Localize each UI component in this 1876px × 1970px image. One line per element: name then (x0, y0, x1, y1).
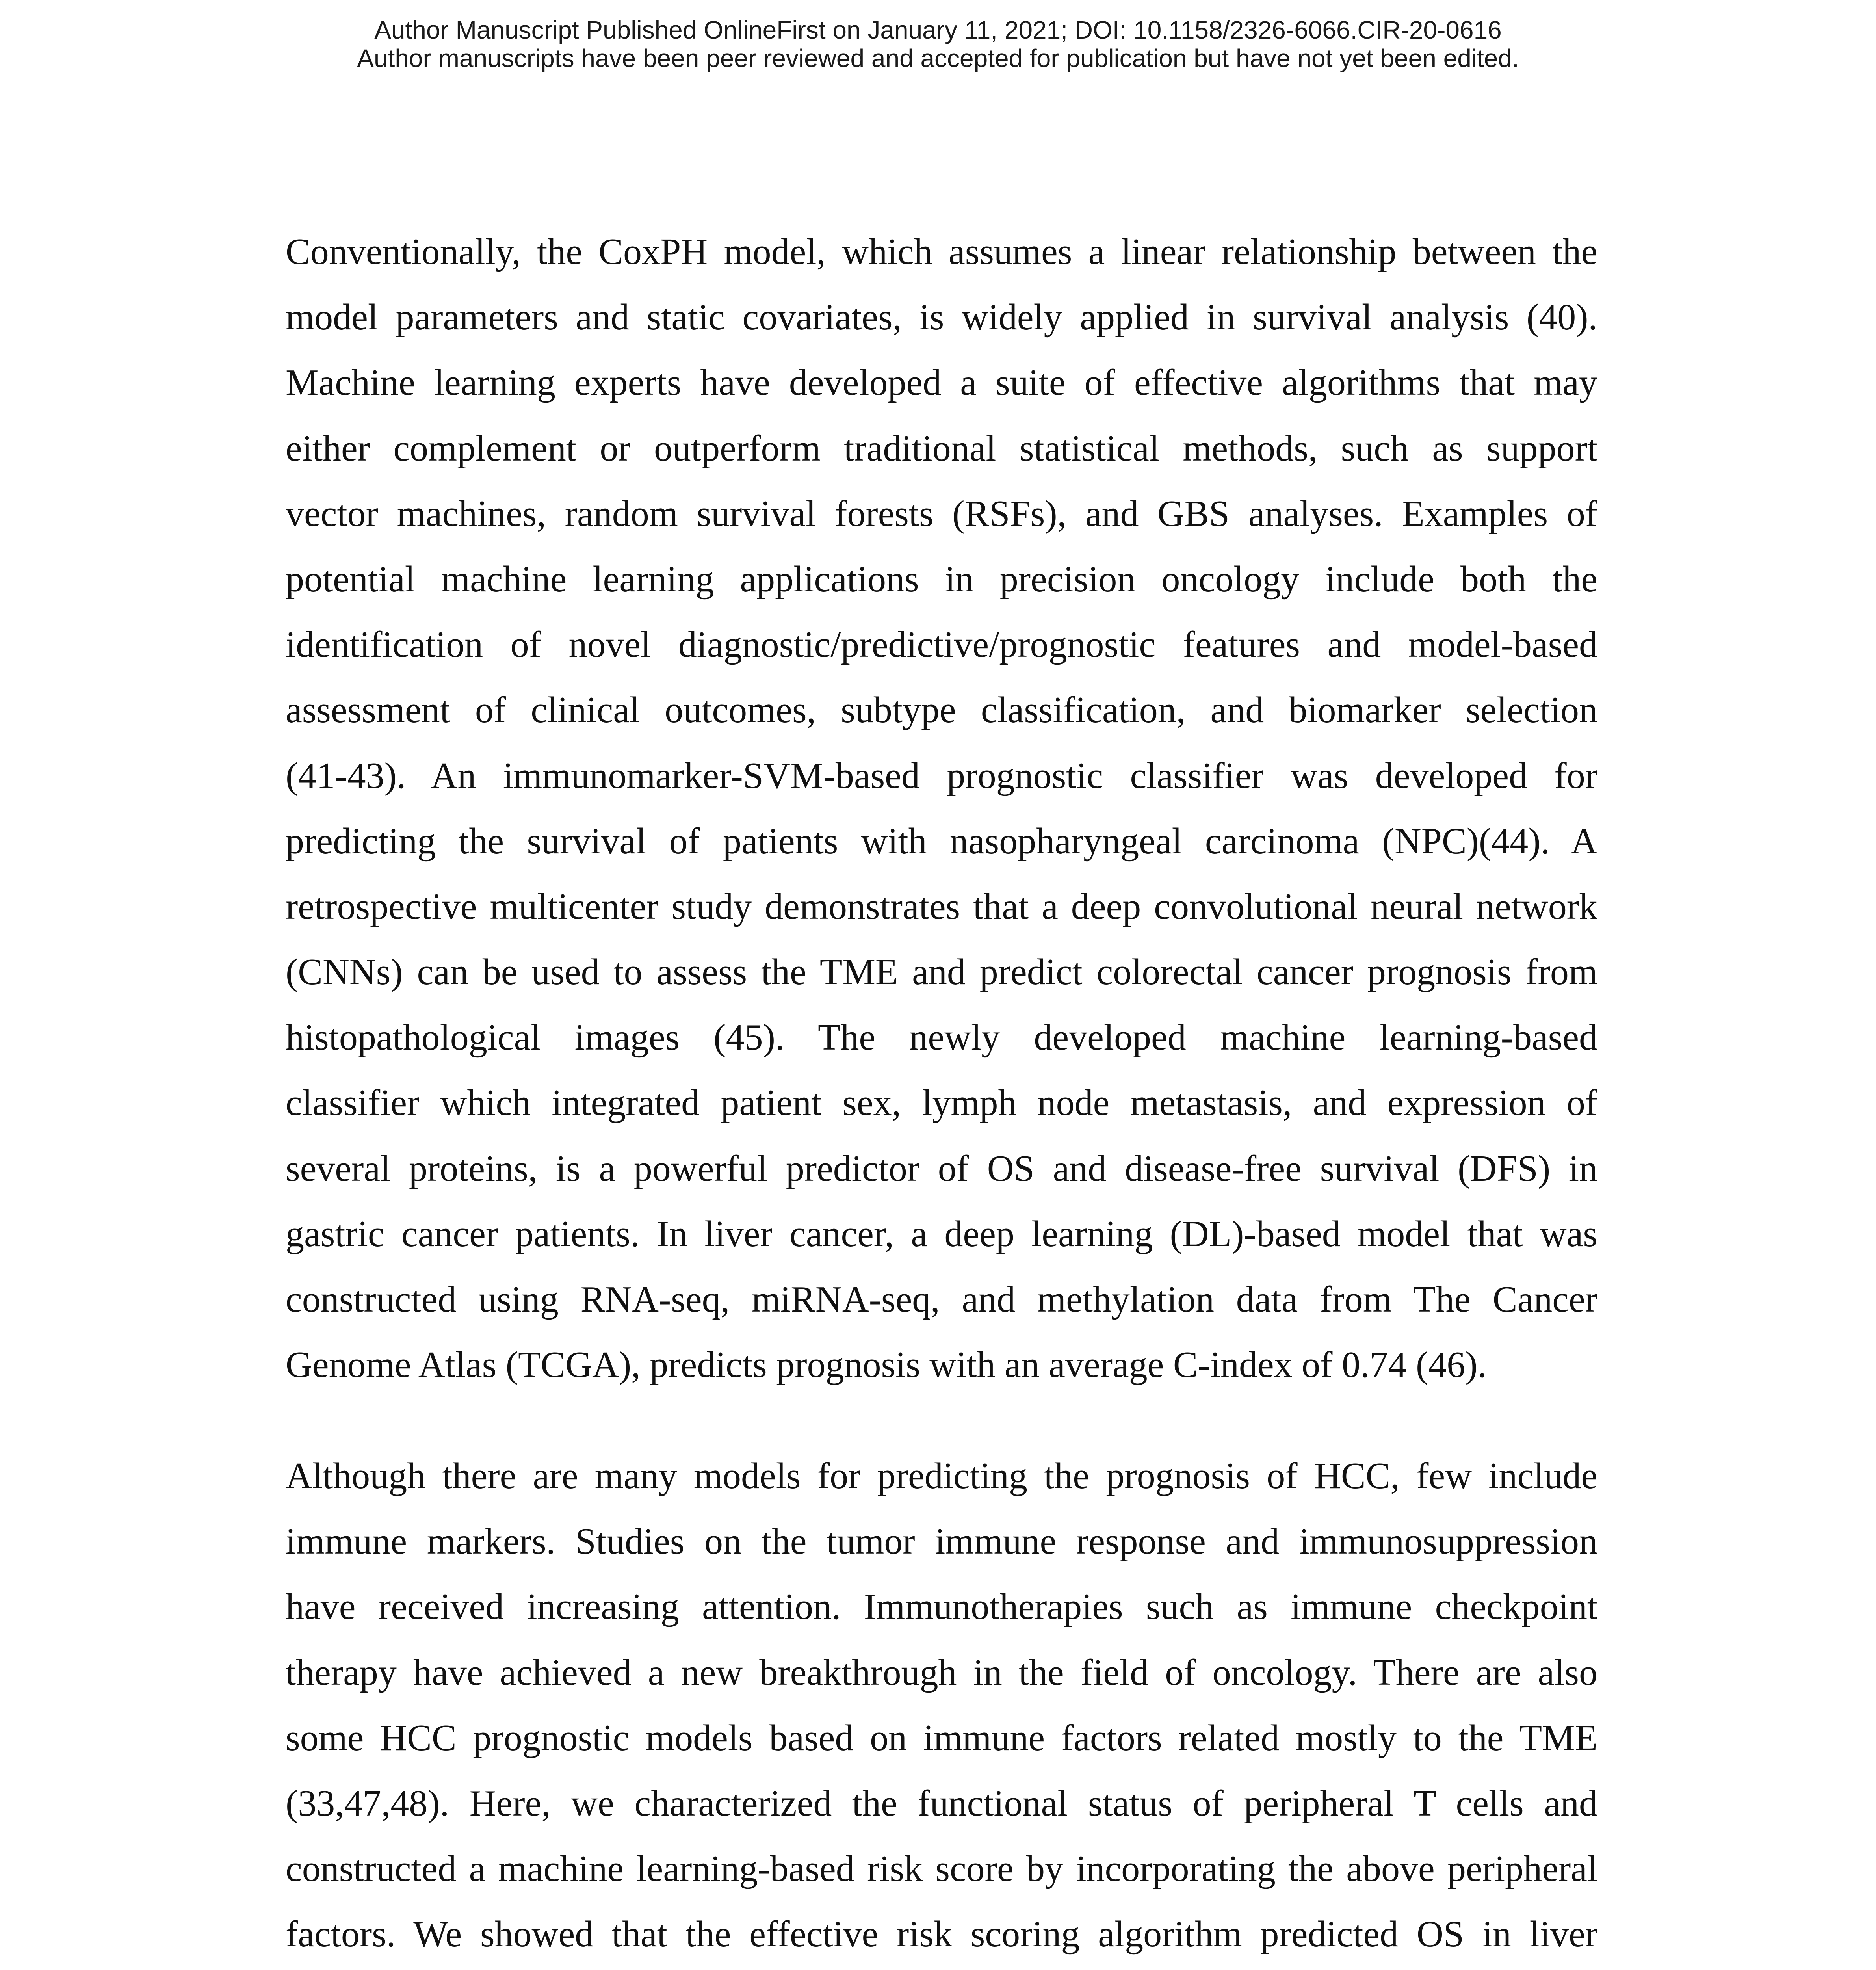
text-line: assessment of clinical outcomes, subtype classification, and biomarker selection (286, 690, 1597, 731)
text-line: (CNNs) can be used to assess the TME and predict colorectal cancer prognosis from (286, 952, 1597, 993)
body-paragraph-1 (286, 219, 1597, 1398)
text-line: constructed a machine learning-based risk score by incorporating the above peripheral (286, 1848, 1597, 1890)
text-line: identification of novel diagnostic/predictive/prognostic features and model-based (286, 624, 1597, 665)
text-line: factors. We showed that the effective risk scoring algorithm predicted OS in liver (286, 1914, 1597, 1955)
text-line: potential machine learning applications in precision oncology include both the (286, 558, 1597, 600)
text-line: constructed using RNA-seq, miRNA-seq, and methylation data from The Cancer (286, 1279, 1597, 1320)
text-line: several proteins, is a powerful predictor of OS and disease-free survival (DFS) in (286, 1148, 1597, 1189)
text-line: Genome Atlas (TCGA), predicts prognosis with an average C-index of 0.74 (46). (286, 1344, 1487, 1386)
text-line: classifier which integrated patient sex, lymph node metastasis, and expression of (286, 1082, 1597, 1124)
text-line: Machine learning experts have developed a suite of effective algorithms that may (286, 362, 1597, 403)
text-line: Conventionally, the CoxPH model, which assumes a linear relationship between the (286, 231, 1597, 272)
text-line: either complement or outperform traditional statistical methods, such as support (286, 427, 1597, 469)
text-line: histopathological images (45). The newly developed machine learning-based (286, 1017, 1597, 1058)
text-line: Although there are many models for predicting the prognosis of HCC, few include (286, 1455, 1597, 1496)
text-line: therapy have achieved a new breakthrough in the field of oncology. There are also (286, 1652, 1597, 1693)
text-line: predicting the survival of patients with nasopharyngeal carcinoma (NPC)(44). A (286, 820, 1597, 862)
header-line-2: Author manuscripts have been peer reviewed and accepted for publication but have not yet been edited. (357, 44, 1519, 72)
body-paragraph-2 (286, 1443, 1597, 1970)
text-line: model parameters and static covariates, is widely applied in survival analysis (40). (286, 297, 1597, 338)
text-line: (33,47,48). Here, we characterized the functional status of peripheral T cells and (286, 1782, 1597, 1824)
text-line (286, 1967, 1597, 1970)
text-line: vector machines, random survival forests (RSFs), and GBS analyses. Examples of (286, 493, 1597, 534)
text-line: gastric cancer patients. In liver cancer, a deep learning (DL)-based model that was (286, 1213, 1597, 1254)
text-line: some HCC prognostic models based on immune factors related mostly to the TME (286, 1717, 1597, 1758)
text-line: have received increasing attention. Immunotherapies such as immune checkpoint (286, 1586, 1597, 1628)
text-line: (41-43). An immunomarker-SVM-based prognostic classifier was developed for (286, 755, 1597, 796)
manuscript-header (0, 16, 1876, 72)
text-line: retrospective multicenter study demonstrates that a deep convolutional neural network (286, 886, 1597, 927)
header-line-1: Author Manuscript Published OnlineFirst on January 11, 2021; DOI: 10.1158/2326-6066.CIR-20-0616 (374, 16, 1502, 44)
text-line: immune markers. Studies on the tumor immune response and immunosuppression (286, 1521, 1597, 1562)
